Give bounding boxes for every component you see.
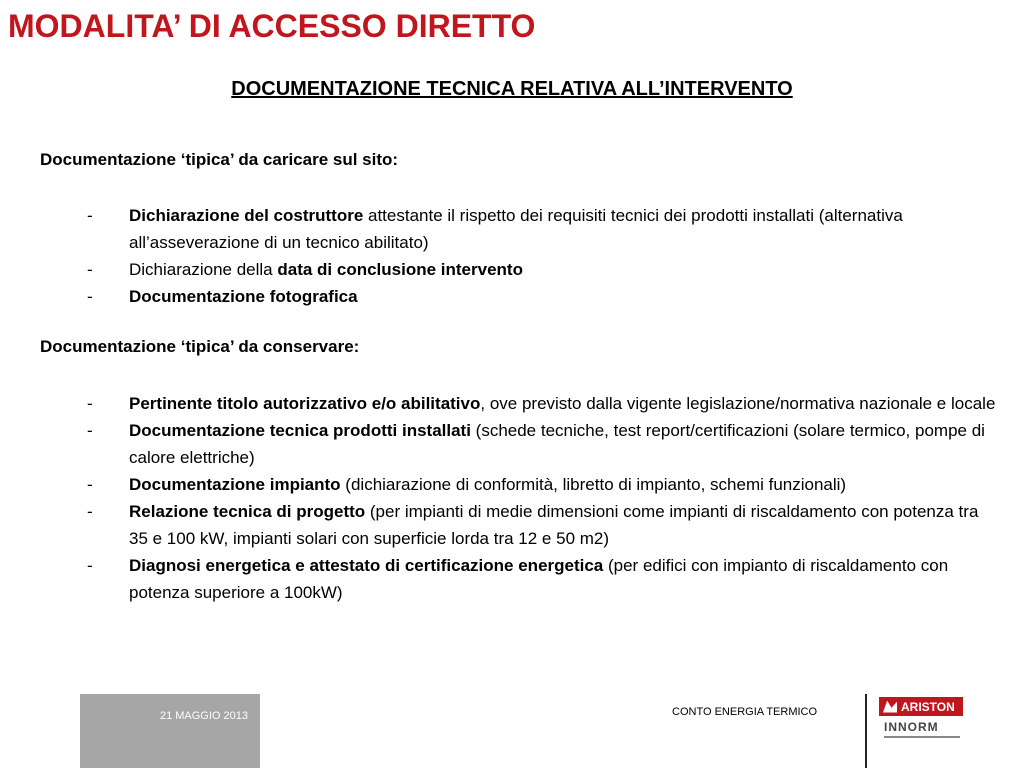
slide-title: MODALITA’ DI ACCESSO DIRETTO [8, 8, 536, 44]
ariston-logo-text: ARISTON [901, 699, 955, 714]
item-text: , ove previsto dalla vigente legislazione/normativa nazionale e locale [480, 394, 996, 413]
item-text: Dichiarazione della [129, 260, 278, 279]
footer-divider [865, 694, 867, 768]
innorm-logo-underline [884, 736, 960, 738]
list-item [0, 256, 1000, 283]
section-heading-upload: Documentazione ‘tipica’ da caricare sul sito: [40, 150, 399, 169]
item-bold-text: Documentazione tecnica prodotti installati [129, 421, 471, 440]
list-item [0, 390, 1000, 417]
section-heading-keep: Documentazione ‘tipica’ da conservare: [40, 337, 360, 356]
item-text: (per impianti di medie dimensioni come impianti di riscaldamento con potenza tra 35 e 100 kW, impianti solari con superficie lorda tra 12 e 50 m2) [129, 502, 979, 548]
item-bold-text: data di conclusione intervento [277, 260, 523, 279]
bullet-dash: - [87, 556, 93, 575]
item-text: (dichiarazione di conformità, libretto di impianto, schemi funzionali) [340, 475, 847, 494]
list-item [0, 417, 1000, 471]
item-bold-text: Relazione tecnica di progetto [129, 502, 366, 521]
item-bold-text: Dichiarazione del costruttore [129, 206, 364, 225]
ariston-logo [879, 697, 963, 716]
ariston-mark-icon [883, 701, 897, 713]
list-item [0, 471, 1000, 498]
item-bold-text: Documentazione fotografica [129, 287, 358, 306]
keep-documents-list [0, 390, 1000, 606]
item-bold-text: Diagnosi energetica e attestato di certificazione energetica [129, 556, 604, 575]
bullet-dash: - [87, 394, 93, 413]
innorm-logo: INNORM [884, 720, 939, 734]
bullet-dash: - [87, 421, 93, 440]
item-text: attestante il rispetto dei requisiti tecnici dei prodotti installati (alternativa all’asseverazione di un tecnico abilitato) [129, 206, 903, 252]
item-bold-text: Pertinente titolo autorizzativo e/o abilitativo [129, 394, 481, 413]
list-item [0, 552, 1000, 606]
bullet-dash: - [87, 260, 93, 279]
slide-subtitle: DOCUMENTAZIONE TECNICA RELATIVA ALL’INTERVENTO [231, 78, 793, 100]
footer-date: 21 MAGGIO 2013 [159, 710, 248, 722]
list-item [0, 498, 1000, 552]
item-text: (schede tecniche, test report/certificazioni (solare termico, pompe di calore elettriche) [129, 421, 985, 467]
upload-documents-list [0, 202, 1000, 310]
bullet-dash: - [87, 502, 93, 521]
item-bold-text: Documentazione impianto [129, 475, 341, 494]
footer-date-box [80, 694, 260, 768]
bullet-dash: - [87, 475, 93, 494]
list-item [0, 202, 1000, 256]
list-item [0, 283, 1000, 310]
bullet-dash: - [87, 206, 93, 225]
bullet-dash: - [87, 287, 93, 306]
item-text: (per edifici con impianto di riscaldamento con potenza superiore a 100kW) [129, 556, 949, 602]
footer-label: CONTO ENERGIA TERMICO [672, 706, 818, 718]
